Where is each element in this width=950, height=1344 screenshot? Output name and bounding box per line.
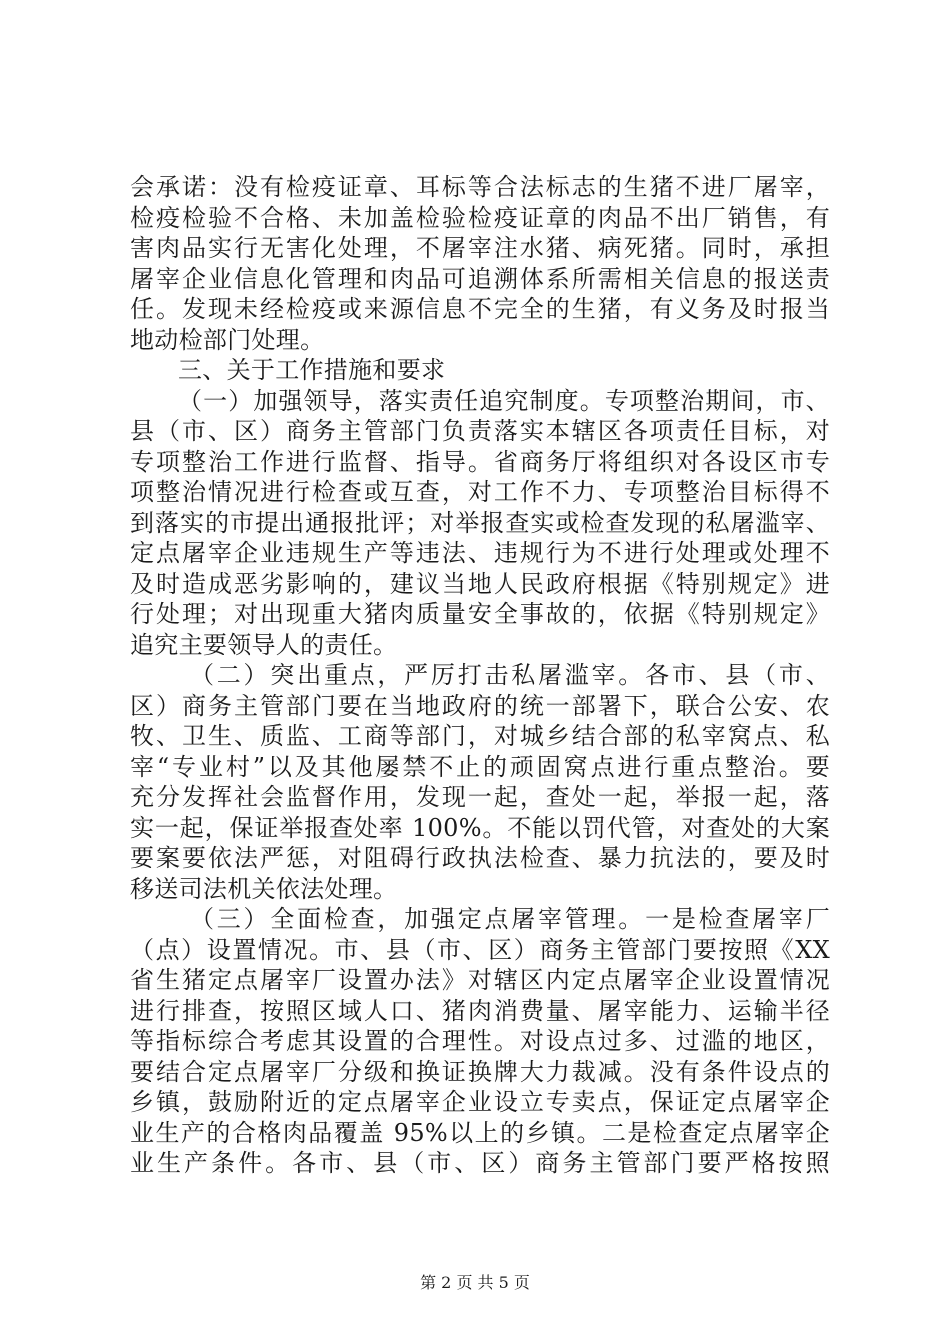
text-line: 屠宰企业信息化管理和肉品可追溯体系所需相关信息的报送责 xyxy=(130,264,830,293)
text-line: （三）全面检查，加强定点屠宰管理。一是检查屠宰厂 xyxy=(190,905,830,933)
text-line: 等指标综合考虑其设置的合理性。对设点过多、过滥的地区， xyxy=(130,1027,830,1055)
text-line: 牧、卫生、质监、工商等部门，对城乡结合部的私宰窝点、私 xyxy=(130,722,830,750)
text-line: 进行排查，按照区域人口、猪肉消费量、屠宰能力、运输半径 xyxy=(130,996,830,1025)
text-line: 追究主要领导人的责任。 xyxy=(130,630,398,659)
text-line: 及时造成恶劣影响的，建议当地人民政府根据《特别规定》进 xyxy=(130,569,830,598)
page-number-label: 第 2 页 共 5 页 xyxy=(420,1273,530,1292)
text-line: 害肉品实行无害化处理，不屠宰注水猪、病死猪。同时，承担 xyxy=(130,234,830,262)
text-line: 宰“专业村”以及其他屡禁不止的顽固窝点进行重点整治。要 xyxy=(130,752,830,781)
text-line: 地动检部门处理。 xyxy=(130,325,325,354)
page-footer xyxy=(0,1273,950,1293)
text-line: 业生产的合格肉品覆盖 95%以上的乡镇。二是检查定点屠宰企 xyxy=(130,1118,830,1147)
text-line: 省生猪定点屠宰厂设置办法》对辖区内定点屠宰企业设置情况 xyxy=(130,966,830,994)
text-line: 充分发挥社会监督作用，发现一起，查处一起，举报一起，落 xyxy=(130,783,830,811)
text-line: 县（市、区）商务主管部门负责落实本辖区各项责任目标，对 xyxy=(130,417,830,445)
section-heading: 三、关于工作措施和要求 xyxy=(178,356,446,384)
text-line: 定点屠宰企业违规生产等违法、违规行为不进行处理或处理不 xyxy=(130,539,830,567)
text-line: 行处理；对出现重大猪肉质量安全事故的，依据《特别规定》 xyxy=(130,600,830,628)
text-line: 专项整治工作进行监督、指导。省商务厅将组织对各设区市专 xyxy=(130,447,830,476)
text-line: 业生产条件。各市、县（市、区）商务主管部门要严格按照 xyxy=(130,1149,830,1177)
text-line: （点）设置情况。市、县（市、区）商务主管部门要按照《XX xyxy=(130,935,830,964)
text-line: 实一起，保证举报查处率 100%。不能以罚代管，对查处的大案 xyxy=(130,813,830,842)
text-line: 要结合定点屠宰厂分级和换证换牌大力裁减。没有条件设点的 xyxy=(130,1057,830,1086)
text-line: （一）加强领导，落实责任追究制度。专项整治期间，市、 xyxy=(178,386,830,415)
text-line: 移送司法机关依法处理。 xyxy=(130,874,398,903)
text-line: 到落实的市提出通报批评；对举报查实或检查发现的私屠滥宰、 xyxy=(130,508,830,537)
text-line: 任。发现未经检疫或来源信息不完全的生猪，有义务及时报当 xyxy=(130,295,830,323)
text-line: 检疫检验不合格、未加盖检验检疫证章的肉品不出厂销售，有 xyxy=(130,203,830,232)
text-line: （二）突出重点，严厉打击私屠滥宰。各市、县（市、 xyxy=(190,661,830,689)
text-line: 项整治情况进行检查或互查，对工作不力、专项整治目标得不 xyxy=(130,478,830,506)
text-line: 乡镇，鼓励附近的定点屠宰企业设立专卖点，保证定点屠宰企 xyxy=(130,1088,830,1116)
text-line: 会承诺：没有检疫证章、耳标等合法标志的生猪不进厂屠宰， xyxy=(130,173,830,201)
document-body xyxy=(130,172,830,1179)
text-line: 要案要依法严惩，对阻碍行政执法检查、暴力抗法的，要及时 xyxy=(130,844,830,872)
text-line: 区）商务主管部门要在当地政府的统一部署下，联合公安、农 xyxy=(130,691,830,720)
